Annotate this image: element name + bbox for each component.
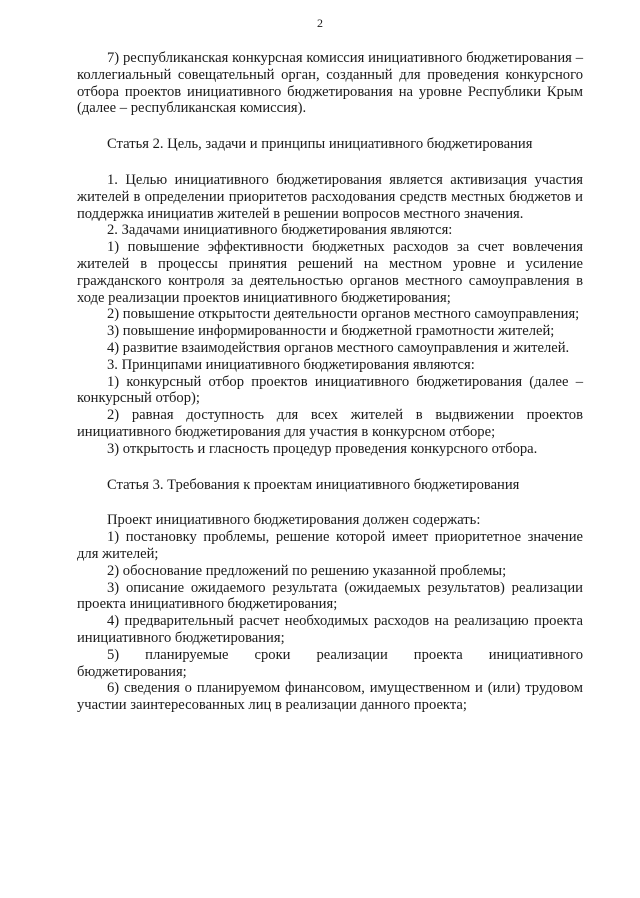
article-2-paragraph: 2. Задачами инициативного бюджетирования являются: (107, 222, 453, 239)
article-2-paragraph: 3. Принципами инициативного бюджетирования являются: (107, 356, 475, 373)
article-3-paragraph: 5) планируемые сроки реализации проекта инициативного бюджетирования; (77, 646, 583, 680)
article-2-heading: Статья 2. Цель, задачи и принципы инициативного бюджетирования (107, 136, 533, 153)
article-2-paragraph: 3) открытость и гласность процедур проведения конкурсного отбора. (107, 440, 538, 457)
article-3-heading: Статья 3. Требования к проектам инициативного бюджетирования (107, 476, 520, 493)
article-3-paragraph: 3) описание ожидаемого результата (ожидаемых результатов) реализации проекта инициативного бюджетирования; (77, 579, 583, 613)
article-3-paragraph: Проект инициативного бюджетирования должен содержать: (107, 512, 481, 529)
article-2-paragraph: 2) повышение открытости деятельности органов местного самоуправления; (107, 306, 580, 323)
article-3-paragraph: 1) постановку проблемы, решение которой имеет приоритетное значение для жителей; (77, 529, 583, 562)
article-3-paragraph: 6) сведения о планируемом финансовом, имущественном и (или) трудовом участии заинтересованных лиц в реализации данного проекта; (77, 680, 583, 714)
article-2-paragraph: 1. Целью инициативного бюджетирования является активизация участия жителей в определении приоритетов расходования средств местных бюджетов и поддержка инициатив жителей в решении вопросов местного значения. (77, 171, 583, 222)
article-2-paragraph: 4) развитие взаимодействия органов местного самоуправления и жителей. (107, 339, 570, 356)
page-number: 2 (317, 16, 323, 30)
document-body (77, 50, 583, 714)
article-2-paragraph: 1) повышение эффективности бюджетных расходов за счет вовлечения жителей в процессы принятия решений на местном уровне и усиление гражданского контроля за деятельностью органов местного самоуправления в ходе реализации проектов инициативного бюджетирования; (77, 239, 583, 306)
article-3-paragraph: 4) предварительный расчет необходимых расходов на реализацию проекта инициативного бюджетирования; (77, 613, 583, 646)
article-3-paragraph: 2) обоснование предложений по решению указанной проблемы; (107, 562, 507, 579)
article-2-paragraph: 2) равная доступность для всех жителей в выдвижении проектов инициативного бюджетирования для участия в конкурсном отборе; (77, 407, 583, 440)
article-2-paragraph: 3) повышение информированности и бюджетной грамотности жителей; (107, 323, 555, 340)
article-2-paragraph: 1) конкурсный отбор проектов инициативного бюджетирования (далее – конкурсный отбор); (77, 373, 583, 407)
intro-item-7: 7) республиканская конкурсная комиссия инициативного бюджетирования – коллегиальный совещательный орган, созданный для проведения конкурсного отбора проектов инициативного бюджетирования на уровне Республики Крым (далее – республиканская комиссия). (77, 50, 583, 117)
